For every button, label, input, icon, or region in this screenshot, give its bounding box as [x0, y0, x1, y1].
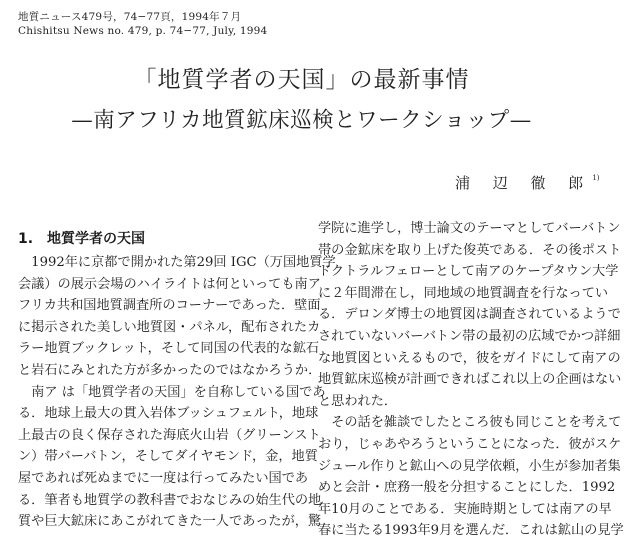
text-line: その話を雑談でしたところ彼も同じことを考えて — [318, 415, 622, 431]
text-line: る．筆者も地質学の教科書でおなじみの始生代の地 — [18, 492, 322, 508]
author-name: 浦 辺 徹 郎 — [455, 174, 593, 192]
citation-english: Chishitsu News no. 479, p. 74−77, July, 1994 — [18, 25, 268, 37]
text-line: 質や巨大鉱床にあこがれてきた一人であったが，驚 — [18, 514, 322, 530]
text-line: 地質鉱床巡検が計画できればこれ以上の企画はない — [318, 372, 622, 388]
text-line: と岩石にみとれた方が多かったのではなかろうか． — [18, 362, 322, 378]
text-line: フリカ共和国地質調査所のコーナーであった．壁面 — [18, 298, 321, 314]
author — [455, 172, 600, 193]
text-line: 南ア は「地質学者の天国」を自称している国であ — [18, 384, 326, 400]
text-line: る．デロンダ博士の地質図は調査されているようで — [318, 307, 621, 323]
text-line: と思われた． — [318, 393, 398, 409]
body-column-right — [318, 218, 624, 542]
text-line: 学院に進学し，博士論文のテーマとしてバーバトン — [318, 221, 621, 236]
text-line: ン）帯バーバトン，そしてダイヤモンド，金，地質 — [18, 449, 318, 465]
text-line: ラー地質ブックレット，そして同国の代表的な鉱石 — [18, 341, 320, 357]
article-subtitle: —南アフリカ地質鉱床巡検とワークショップ— — [71, 108, 532, 133]
text-line: されていないバーバトン帯の最初の広域でかつ詳細 — [318, 328, 621, 344]
text-line: めと会計・庶務一般を分担することにした．1992 — [318, 480, 616, 496]
text-line: 会議）の展示会場のハイライトは何といっても南ア — [18, 276, 321, 292]
article-title: 「地質学者の天国」の最新事情 — [133, 67, 470, 93]
text-line: に２年間滞在し，同地域の地質調査を行なってい — [318, 285, 609, 301]
text-line: な地質図といえるもので，彼をガイドにして南アの — [318, 350, 621, 366]
text-line: ジュール作りと鉱山への見学依頼，小生が参加者集 — [318, 458, 621, 474]
section-heading: 1. 地質学者の天国 — [18, 231, 146, 247]
journal-citation — [18, 10, 267, 38]
text-line: おり，じゃあやろうということになった．彼がスケ — [318, 436, 622, 452]
body-column-left — [18, 252, 336, 533]
text-line: 年10月のことである．実施時期としては南アの早 — [318, 501, 612, 517]
citation-japanese: 地質ニュース479号，74−77頁，1994年７月 — [18, 11, 242, 23]
text-line: 上最古の良く保存された海底火山岩（グリーンスト — [18, 427, 321, 443]
text-line: る．地球上最大の貫入岩体ブッシュフェルト，地球 — [18, 406, 319, 422]
text-line: に掲示された美しい地質図・パネル，配布されたカ — [18, 319, 321, 335]
text-line: 屋であれば死ぬまでに一度は行ってみたい国であ — [18, 470, 309, 486]
text-line: 帯の金鉱床を取り上げた俊英である．その後ポスト — [318, 242, 622, 258]
text-line: ドクトラルフェローとして南アのケープタウン大学 — [318, 264, 619, 280]
text-line: 春に当たる1993年9月を選んだ．これは鉱山の見学 — [318, 523, 624, 539]
text-line: 1992年に京都で開かれた第29回 IGC（万国地質学 — [18, 255, 336, 270]
author-footnote-mark: 1) — [592, 174, 600, 182]
